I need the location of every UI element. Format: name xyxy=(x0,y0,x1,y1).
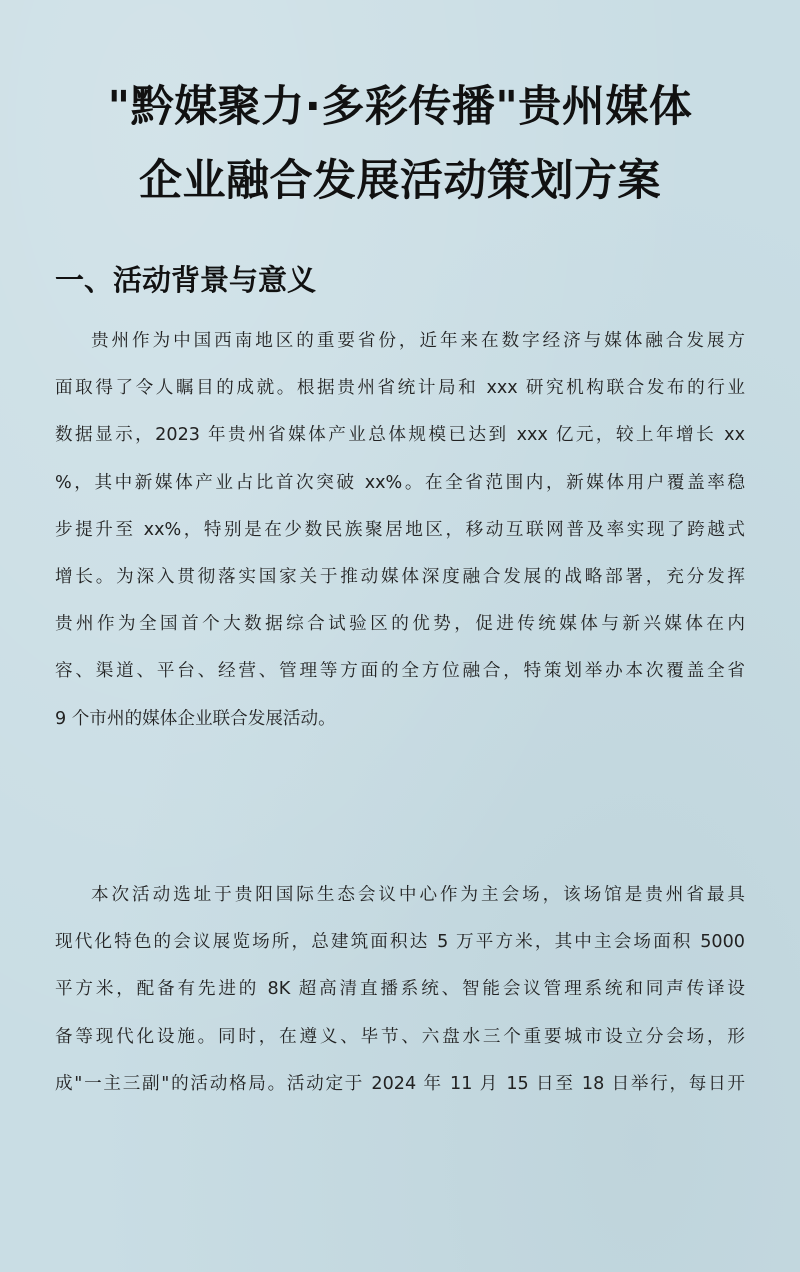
paragraph-line: 备等现代化设施。同时，在遵义、毕节、六盘水三个重要城市设立分会场，形 xyxy=(55,1026,745,1047)
paragraph-line: 增长。为深入贯彻落实国家关于推动媒体深度融合发展的战略部署，充分发挥 xyxy=(55,567,745,588)
paragraph-line: 数据显示，2023 年贵州省媒体产业总体规模已达到 xxx 亿元，较上年增长 xx xyxy=(55,425,745,446)
paragraph-line: 步提升至 xx%，特别是在少数民族聚居地区，移动互联网普及率实现了跨越式 xyxy=(55,519,745,540)
document-title xyxy=(40,70,760,218)
paragraph-background xyxy=(55,318,745,743)
document-title-line-2: 企业融合发展活动策划方案 xyxy=(139,156,661,206)
document-title-line-1: "黔媒聚力·多彩传播"贵州媒体 xyxy=(107,82,693,132)
paragraph-line: 9 个市州的媒体企业联合发展活动。 xyxy=(55,708,336,729)
paragraph-line: %，其中新媒体产业占比首次突破 xx%。在全省范围内，新媒体用户覆盖率稳 xyxy=(55,472,745,493)
paragraph-line: 成"一主三副"的活动格局。活动定于 2024 年 11 月 15 日至 18 日举行，每日开 xyxy=(55,1073,745,1094)
paragraph-line: 面取得了令人瞩目的成就。根据贵州省统计局和 xxx 研究机构联合发布的行业 xyxy=(55,378,745,399)
paragraph-line: 平方米，配备有先进的 8K 超高清直播系统、智能会议管理系统和同声传译设 xyxy=(55,979,745,1000)
paragraph-line: 现代化特色的会议展览场所，总建筑面积达 5 万平方米，其中主会场面积 5000 xyxy=(55,932,745,953)
paragraph-line: 本次活动选址于贵阳国际生态会议中心作为主会场，该场馆是贵州省最具 xyxy=(91,885,745,905)
section-heading: 一、活动背景与意义 xyxy=(55,263,317,297)
paragraph-line: 贵州作为中国西南地区的重要省份，近年来在数字经济与媒体融合发展方 xyxy=(91,331,745,351)
paragraph-line: 容、渠道、平台、经营、管理等方面的全方位融合，特策划举办本次覆盖全省 xyxy=(55,661,745,682)
paragraph-venue xyxy=(55,872,745,1108)
paragraph-line: 贵州作为全国首个大数据综合试验区的优势，促进传统媒体与新兴媒体在内 xyxy=(55,614,745,635)
